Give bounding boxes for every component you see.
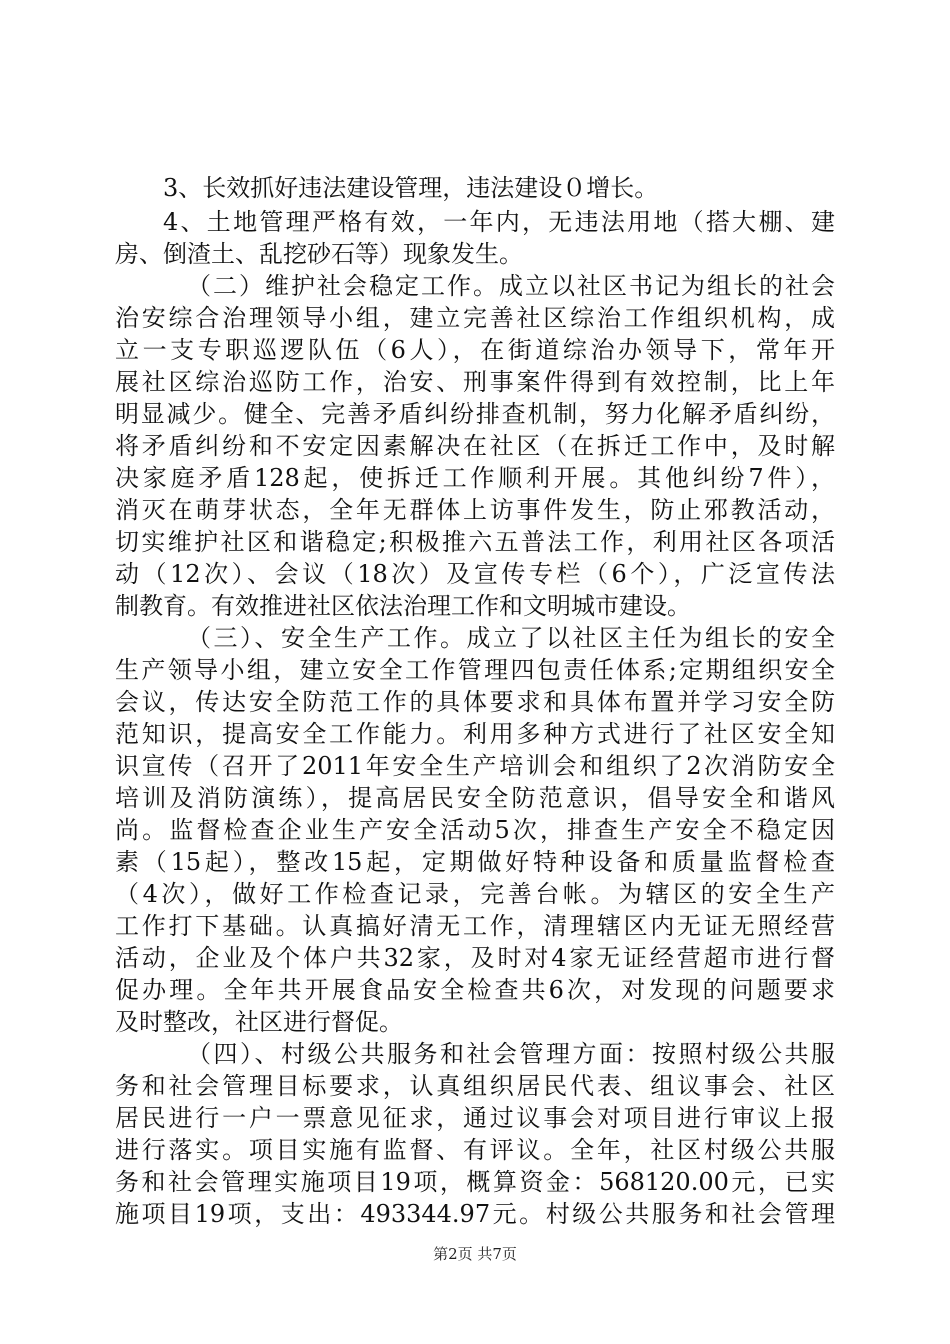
paragraph-line: （四）、村级公共服务和社会管理方面：按照村级公共服 (187, 1040, 835, 1068)
paragraph-line: 生产领导小组，建立安全工作管理四包责任体系;定期组织安全 (115, 656, 835, 684)
paragraph-line: 制教育。有效推进社区依法治理工作和文明城市建设。 (115, 592, 691, 620)
paragraph-line: 范知识，提高安全工作能力。利用多种方式进行了社区安全知 (115, 720, 835, 748)
paragraph-line: 明显减少。健全、完善矛盾纠纷排查机制，努力化解矛盾纠纷， (115, 400, 835, 428)
paragraph-line: 会议，传达安全防范工作的具体要求和具体布置并学习安全防 (115, 688, 835, 716)
paragraph-line: 培训及消防演练），提高居民安全防范意识，倡导安全和谐风 (115, 784, 835, 812)
paragraph-line: 治安综合治理领导小组，建立完善社区综治工作组织机构，成 (115, 304, 835, 332)
paragraph-line: 房、倒渣土、乱挖砂石等）现象发生。 (115, 240, 523, 268)
paragraph-line: 尚。监督检查企业生产安全活动5次，排查生产安全不稳定因 (115, 816, 835, 844)
paragraph-line: 消灭在萌芽状态，全年无群体上访事件发生，防止邪教活动， (115, 496, 835, 524)
paragraph-line: 识宣传（召开了2011年安全生产培训会和组织了2次消防安全 (115, 752, 835, 780)
page-number-footer: 第2页 共7页 (433, 1245, 517, 1263)
paragraph-line: 务和社会管理目标要求，认真组织居民代表、组议事会、社区 (115, 1072, 835, 1100)
paragraph-line: 将矛盾纠纷和不安定因素解决在社区（在拆迁工作中，及时解 (115, 432, 835, 460)
paragraph-line: 素（15起），整改15起，定期做好特种设备和质量监督检查 (115, 848, 835, 876)
paragraph-line: 立一支专职巡逻队伍（6人），在街道综治办领导下，常年开 (115, 336, 835, 364)
paragraph-line: 进行落实。项目实施有监督、有评议。全年，社区村级公共服 (115, 1136, 835, 1164)
paragraph-line: 施项目19项，支出：493344.97元。村级公共服务和社会管理 (115, 1200, 835, 1228)
paragraph-line: （4次），做好工作检查记录，完善台帐。为辖区的安全生产 (115, 880, 835, 908)
paragraph-line: 活动，企业及个体户共32家，及时对4家无证经营超市进行督 (115, 944, 835, 972)
paragraph-line: 切实维护社区和谐稳定;积极推六五普法工作，利用社区各项活 (115, 528, 835, 556)
paragraph-line: 展社区综治巡防工作，治安、刑事案件得到有效控制，比上年 (115, 368, 835, 396)
paragraph-line: 工作打下基础。认真搞好清无工作，清理辖区内无证无照经营 (115, 912, 835, 940)
paragraph-line: （三）、安全生产工作。成立了以社区主任为组长的安全 (187, 624, 835, 652)
paragraph-line: 决家庭矛盾128起，使拆迁工作顺利开展。其他纠纷7件）， (115, 464, 835, 492)
paragraph-line: 4、土地管理严格有效，一年内，无违法用地（搭大棚、建 (163, 208, 835, 236)
paragraph-line: 3、长效抓好违法建设管理，违法建设０增长。 (163, 174, 659, 202)
paragraph-line: 居民进行一户一票意见征求，通过议事会对项目进行审议上报 (115, 1104, 835, 1132)
paragraph-line: （二）维护社会稳定工作。成立以社区书记为组长的社会 (187, 272, 835, 300)
paragraph-line: 及时整改，社区进行督促。 (115, 1008, 403, 1036)
paragraph-line: 动（12次）、会议（18次）及宣传专栏（6个），广泛宣传法 (115, 560, 835, 588)
paragraph-line: 促办理。全年共开展食品安全检查共6次，对发现的问题要求 (115, 976, 835, 1004)
paragraph-line: 务和社会管理实施项目19项，概算资金：568120.00元，已实 (115, 1168, 835, 1196)
